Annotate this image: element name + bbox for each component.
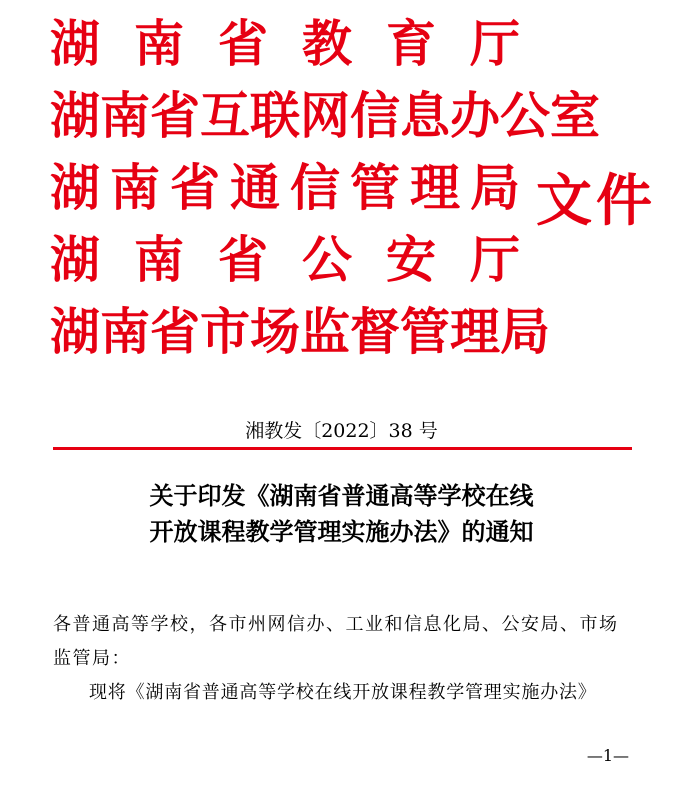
issuer-char: 局 <box>470 159 520 217</box>
issuer-line-communications-bureau <box>50 158 520 218</box>
issuer-line-internet-office <box>50 86 600 146</box>
issuer-char: 管 <box>350 159 400 217</box>
issuer-char: 室 <box>550 87 600 145</box>
issuer-char: 办 <box>450 87 500 145</box>
issuer-char: 厅 <box>470 231 520 289</box>
issuer-char: 网 <box>300 87 350 145</box>
issuer-char: 湖 <box>50 87 100 145</box>
issuer-char: 湖 <box>50 231 100 289</box>
issuer-char: 管 <box>400 303 450 361</box>
issuer-char: 省 <box>218 231 268 289</box>
issuer-char: 南 <box>100 87 150 145</box>
issuer-char: 公 <box>302 231 352 289</box>
issuer-char: 省 <box>218 15 268 73</box>
issuer-char: 联 <box>250 87 300 145</box>
body-paragraph: 现将《湖南省普通高等学校在线开放课程教学管理实施办法》 <box>89 682 597 703</box>
issuer-char: 省 <box>150 303 200 361</box>
issuer-char: 南 <box>134 15 184 73</box>
issuer-char: 互 <box>200 87 250 145</box>
issuer-char: 信 <box>350 87 400 145</box>
issuer-char: 省 <box>170 159 220 217</box>
issuer-char: 湖 <box>50 303 100 361</box>
issuer-char: 理 <box>450 303 500 361</box>
issuer-char: 息 <box>400 87 450 145</box>
header-suffix-document: 文件 <box>536 169 656 234</box>
issuer-char: 南 <box>134 231 184 289</box>
document-title <box>0 478 683 550</box>
page-number: —1— <box>586 746 629 765</box>
issuer-char: 省 <box>150 87 200 145</box>
issuer-char: 公 <box>500 87 550 145</box>
issuer-char: 局 <box>500 303 550 361</box>
issuer-char: 教 <box>302 15 352 73</box>
issuer-char: 南 <box>110 159 160 217</box>
issuer-line-public-security <box>50 230 520 290</box>
issuer-char: 湖 <box>50 159 100 217</box>
issuer-line-market-supervision <box>50 302 550 362</box>
issuer-char: 育 <box>386 15 436 73</box>
issuer-line-education-dept <box>50 14 520 74</box>
issuer-char: 南 <box>100 303 150 361</box>
issuer-char: 厅 <box>470 15 520 73</box>
issuer-char: 理 <box>410 159 460 217</box>
issuer-char: 信 <box>290 159 340 217</box>
red-divider <box>53 447 632 450</box>
document-number: 湘教发〔2022〕38 号 <box>245 420 438 442</box>
issuer-char: 监 <box>300 303 350 361</box>
title-line-1: 关于印发《湖南省普通高等学校在线 <box>149 481 534 510</box>
issuer-char: 安 <box>386 231 436 289</box>
issuer-char: 湖 <box>50 15 100 73</box>
issuer-char: 通 <box>230 159 280 217</box>
addressee-paragraph: 各普通高等学校，各市州网信办、工业和信息化局、公安局、市场监管局： <box>53 614 619 669</box>
issuer-char: 督 <box>350 303 400 361</box>
issuer-char: 场 <box>250 303 300 361</box>
title-line-2: 开放课程教学管理实施办法》的通知 <box>149 517 534 546</box>
issuer-char: 市 <box>200 303 250 361</box>
